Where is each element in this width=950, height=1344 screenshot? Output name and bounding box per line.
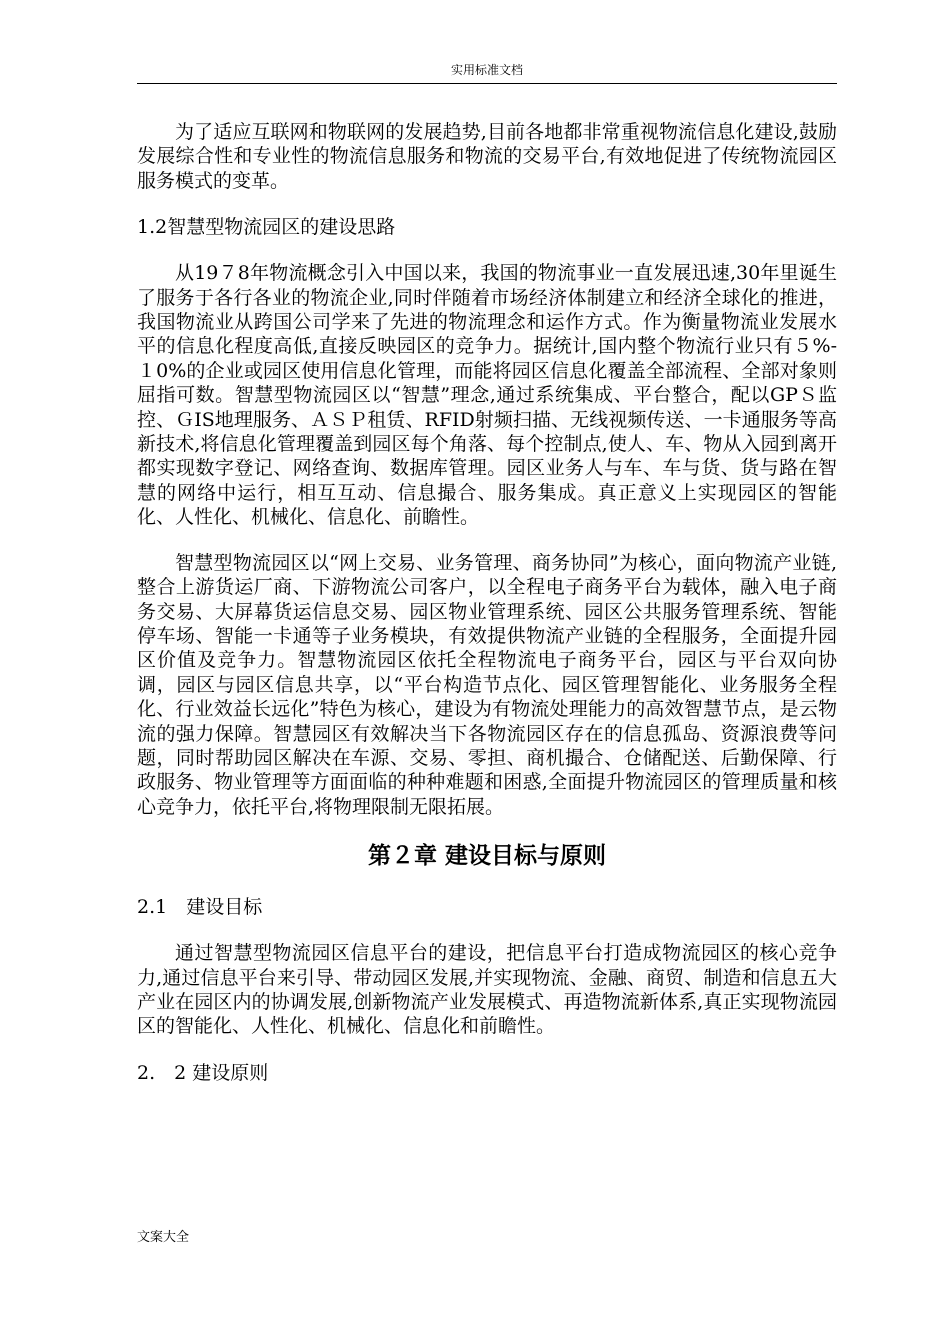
paragraph-2-1-goals: 通过智慧型物流园区信息平台的建设，把信息平台打造成物流园区的核心竞争力,通过信息平台来引导、带动园区发展,并实现物流、金融、商贸、制造和信息五大产业在园区内的协调发展,创新物流产业发展模式、再造物流新体系,真正实现物流园区的智能化、人性化、机械化、信息化和前瞻性。 [137, 942, 837, 1038]
paragraph-1-2-core: 智慧型物流园区以“网上交易、业务管理、商务协同”为核心，面向物流产业链,整合上游货运厂商、下游物流公司客户，以全程电子商务平台为载体，融入电子商务交易、大屏幕货运信息交易、园区物业管理系统、园区公共服务管理系统、智能停车场、智能一卡通等子业务模块，有效提供物流产业链的全程服务，全面提升园区价值及竞争力。智慧物流园区依托全程物流电子商务平台，园区与平台双向协调，园区与园区信息共享，以“平台构造节点化、园区管理智能化、业务服务全程化、行业效益长远化”特色为核心，建设为有物流处理能力的高效智慧节点，是云物流的强力保障。智慧园区有效解决当下各物流园区存在的信息孤岛、资源浪费等问题，同时帮助园区解决在车源、交易、零担、商机撮合、仓储配送、后勤保障、行政服务、物业管理等方面面临的种种难题和困惑,全面提升物流园区的管理质量和核心竞争力，依托平台,将物理限制无限拓展。 [137, 551, 837, 818]
paragraph-1-2-history: 从19７8年物流概念引入中国以来，我国的物流事业一直发展迅速,30年里诞生了服务于各行各业的物流企业,同时伴随着市场经济体制建立和经济全球化的推进，我国物流业从跨国公司学来了先进的物流理念和运作方式。作为衡量物流业发展水平的信息化程度高低,直接反映园区的竞争力。据统计,国内整个物流行业只有５%-１0%的企业或园区使用信息化管理，而能将园区信息化覆盖全部流程、全部对象则屈指可数。智慧型物流园区以“智慧”理念,通过系统集成、平台整合，配以GPＳ监控、ＧIS地理服务、ＡＳＰ租赁、RFID射频扫描、无线视频传送、一卡通服务等高新技术,将信息化管理覆盖到园区每个角落、每个控制点,使人、车、物从入园到离开都实现数字登记、网络查询、数据库管理。园区业务人与车、车与货、货与路在智慧的网络中运行，相互互动、信息撮合、服务集成。真正意义上实现园区的智能化、人性化、机械化、信息化、前瞻性。 [137, 262, 837, 529]
chapter-2-title: 第２章 建设目标与原则 [367, 843, 606, 870]
paragraph-intro: 为了适应互联网和物联网的发展趋势,目前各地都非常重视物流信息化建设,鼓励发展综合性和专业性的物流信息服务和物流的交易平台,有效地促进了传统物流园区服务模式的变革。 [137, 121, 837, 192]
document-body [137, 120, 837, 1107]
section-heading-2-1: 2.1 建设目标 [137, 896, 263, 919]
header-divider [137, 83, 837, 84]
page-footer-text: 文案大全 [137, 1230, 190, 1245]
section-heading-1-2: 1.2智慧型物流园区的建设思路 [137, 216, 396, 239]
section-heading-2-2: 2. 2 建设原则 [137, 1061, 269, 1084]
page-header-title: 实用标准文档 [450, 63, 523, 77]
